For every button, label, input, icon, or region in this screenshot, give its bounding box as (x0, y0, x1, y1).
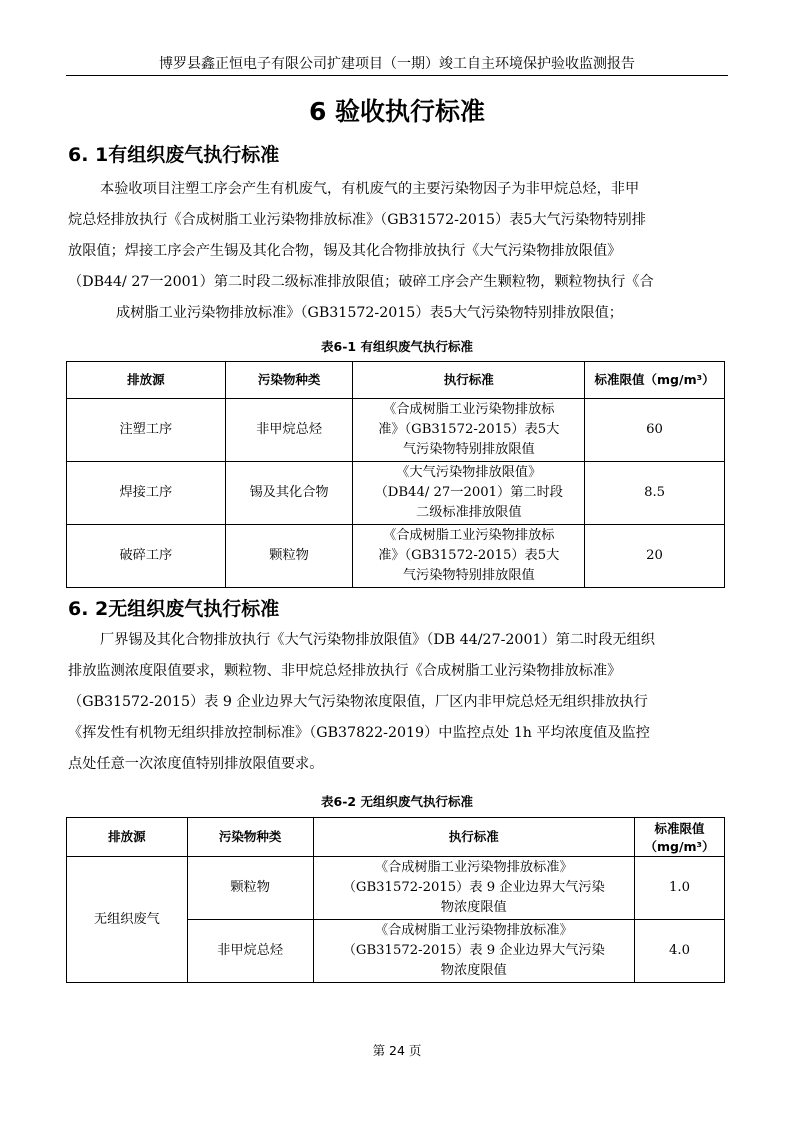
section-title-organized: 6. 1有组织废气执行标准 (68, 144, 280, 166)
table-row (67, 857, 725, 920)
standard-line: 二级标准排放限值 (416, 505, 522, 520)
standard-line: 物浓度限值 (440, 963, 507, 978)
cell-pollutant: 颗粒物 (225, 525, 353, 588)
chapter-title: 6 验收执行标准 (308, 97, 486, 126)
section-title-unorganized: 6. 2无组织废气执行标准 (68, 598, 280, 620)
page-number: 第 24 页 (372, 1043, 422, 1058)
unorganized-emission-table (66, 817, 725, 983)
cell-source-merged: 无组织废气 (67, 857, 188, 983)
standard-line: 准》（GB31572-2015）表5大 (378, 422, 560, 437)
header-pollutant: 污染物种类 (187, 818, 313, 857)
paragraph-line: 排放监测浓度限值要求，颗粒物、非甲烷总烃排放执行《合成树脂工业污染物排放标准》 (68, 663, 622, 679)
standard-line: 《大气污染物排放限值》 (396, 465, 542, 480)
paragraph-line: 《挥发性有机物无组织排放控制标准》（GB37822-2019）中监控点处 1h 平均浓度值及监控 (68, 725, 650, 741)
header-pollutant: 污染物种类 (225, 362, 353, 399)
table-row (67, 525, 725, 588)
paragraph-unorganized (68, 625, 728, 780)
standard-line: 《合成树脂工业污染物排放标 (383, 402, 555, 417)
paragraph-line: 烷总烃排放执行《合成树脂工业污染物排放标准》（GB31572-2015）表5大气污染物特别排 (68, 212, 646, 228)
standard-line: 气污染物特别排放限值 (402, 442, 535, 457)
cell-limit: 1.0 (635, 857, 725, 920)
cell-standard (313, 857, 634, 920)
header-limit (635, 818, 725, 857)
paragraph-line: （GB31572-2015）表 9 企业边界大气污染物浓度限值，厂区内非甲烷总烃无组织排放执行 (68, 694, 648, 710)
header-standard: 执行标准 (313, 818, 634, 857)
paragraph-line: 点处任意一次浓度值特别排放限值要求。 (68, 756, 324, 772)
paragraph-line: 放限值；焊接工序会产生锡及其化合物，锡及其化合物排放执行《大气污染物排放限值》 (68, 243, 622, 259)
cell-source: 注塑工序 (67, 399, 226, 462)
cell-standard (353, 525, 585, 588)
page-header: 博罗县鑫正恒电子有限公司扩建项目（一期）竣工自主环境保护验收监测报告 (66, 54, 728, 76)
table-caption-1: 表6-1 有组织废气执行标准 (321, 339, 473, 354)
cell-standard (353, 399, 585, 462)
paragraph-organized (68, 174, 728, 329)
cell-limit: 60 (585, 399, 725, 462)
cell-source: 破碎工序 (67, 525, 226, 588)
header-source: 排放源 (67, 818, 188, 857)
table-header-row (67, 362, 725, 399)
table-caption-2: 表6-2 无组织废气执行标准 (321, 794, 473, 809)
paragraph-line: 本验收项目注塑工序会产生有机废气，有机废气的主要污染物因子为非甲烷总烃，非甲 (100, 181, 640, 197)
standard-line: 准》（GB31572-2015）表5大 (378, 548, 560, 563)
standard-line: 气污染物特别排放限值 (402, 568, 535, 583)
cell-standard (353, 462, 585, 525)
cell-pollutant: 非甲烷总烃 (225, 399, 353, 462)
header-standard: 执行标准 (353, 362, 585, 399)
standard-line: （DB44/ 27一2001）第二时段 (374, 485, 563, 500)
standard-line: （GB31572-2015）表 9 企业边界大气污染 (342, 880, 605, 895)
standard-line: 《合成树脂工业污染物排放标准》 (374, 860, 573, 875)
header-limit-unit: （mg/m³） (644, 839, 715, 854)
standard-line: 《合成树脂工业污染物排放标 (383, 528, 555, 543)
paragraph-line: 成树脂工业污染物排放标准》（GB31572-2015）表5大气污染物特别排放限值； (116, 305, 623, 321)
standard-line: 物浓度限值 (440, 900, 507, 915)
cell-standard (313, 920, 634, 983)
table-row (67, 462, 725, 525)
header-source: 排放源 (67, 362, 226, 399)
paragraph-line: 厂界锡及其化合物排放执行《大气污染物排放限值》（DB 44/27-2001）第二时段无组织 (100, 632, 655, 648)
table-row (67, 399, 725, 462)
cell-limit: 4.0 (635, 920, 725, 983)
cell-limit: 8.5 (585, 462, 725, 525)
organized-emission-table (66, 361, 725, 588)
table-header-row (67, 818, 725, 857)
header-limit-line: 标准限值 (654, 821, 705, 836)
paragraph-line: （DB44/ 27一2001）第二时段二级标准排放限值；破碎工序会产生颗粒物，颗粒物执行《合 (68, 274, 654, 290)
cell-pollutant: 锡及其化合物 (225, 462, 353, 525)
standard-line: （GB31572-2015）表 9 企业边界大气污染 (342, 943, 605, 958)
standard-line: 《合成树脂工业污染物排放标准》 (374, 923, 573, 938)
cell-source: 焊接工序 (67, 462, 226, 525)
cell-pollutant: 颗粒物 (187, 857, 313, 920)
cell-limit: 20 (585, 525, 725, 588)
header-limit: 标准限值（mg/m³） (585, 362, 725, 399)
cell-pollutant: 非甲烷总烃 (187, 920, 313, 983)
